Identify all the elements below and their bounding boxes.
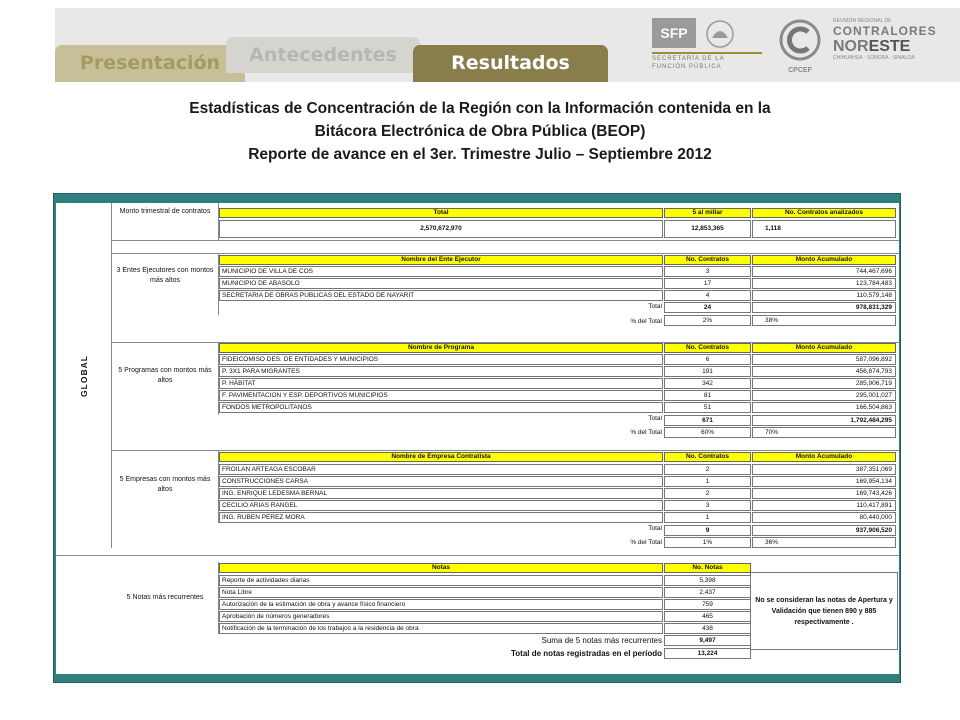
table-cell: 123,784,483: [752, 278, 896, 289]
table-cell: 191: [664, 366, 751, 377]
monto-header-total: Total: [219, 208, 663, 218]
divider: [112, 253, 899, 254]
table-cell: 3: [664, 266, 751, 277]
table-row: FROILAN ARTEAGA ESCOBAR: [219, 464, 663, 475]
programas-total-contratos: 671: [664, 415, 751, 426]
entes-pct-monto: 38%: [752, 315, 896, 326]
table-row: Reporte de actividades diarias: [219, 575, 663, 586]
monto-5-al-millar-value: 12,853,365: [664, 220, 751, 238]
contralores-logo-este: ESTE: [868, 38, 911, 55]
monto-header-contratos: No. Contratos analizados: [752, 208, 896, 218]
table-row: SECRETARIA DE OBRAS PUBLICAS DEL ESTADO DE NAYARIT: [219, 290, 663, 301]
programas-header-monto: Monto Acumulado: [752, 343, 896, 353]
entes-header-contratos: No. Contratos: [664, 255, 751, 265]
table-cell: 285,906,719: [752, 378, 896, 389]
monto-total-value: 2,570,672,970: [219, 220, 663, 238]
programas-pct-monto: 70%: [752, 427, 896, 438]
contralores-logo-line1: CONTRALORES: [833, 24, 937, 38]
programas-header-nombre: Nombre de Programa: [219, 343, 663, 353]
table-cell: 295,001,027: [752, 390, 896, 401]
entes-header-nombre: Nombre del Ente Ejecutor: [219, 255, 663, 265]
table-cell: 342: [664, 378, 751, 389]
title-line2: Bitácora Electrónica de Obra Pública (BEOP): [314, 123, 646, 140]
cpcef-emblem-icon: [772, 18, 828, 62]
page-title: [0, 97, 960, 166]
tab-resultados[interactable]: Resultados: [413, 45, 608, 82]
notas-header-count: No. Notas: [664, 563, 751, 573]
notas-suma-value: 9,497: [664, 635, 751, 646]
sfp-logo-abbr: SFP: [652, 18, 696, 48]
monto-section-label: Monto trimestral de contratos: [119, 208, 211, 215]
table-row: ING. ENRIQUE LEDESMA BERNAL: [219, 488, 663, 499]
notas-total-label: Total de notas registradas en el período: [511, 649, 662, 658]
global-label-text: GLOBAL: [78, 354, 89, 397]
notas-side-note: [750, 572, 898, 650]
table-row: MUNICIPIO DE ABASOLO: [219, 278, 663, 289]
table-row: CECILIO ARIAS RANGEL: [219, 500, 663, 511]
table-cell: 169,954,134: [752, 476, 896, 487]
table-row: F. PAVIMENTACION Y ESP. DEPORTIVOS MUNICIPIOS: [219, 390, 663, 401]
table-cell: 2: [664, 464, 751, 475]
table-row: ING. RUBEN PEREZ MORA: [219, 512, 663, 523]
table-cell: 744,467,696: [752, 266, 896, 277]
global-label: [56, 203, 112, 548]
sfp-logo-line1: SECRETARÍA DE LA: [652, 56, 725, 62]
table-cell: 169,743,426: [752, 488, 896, 499]
entes-total-contratos: 24: [664, 302, 751, 313]
table-cell: 1: [664, 512, 751, 523]
contralores-logo-nor: NOR: [833, 38, 869, 55]
table-cell: 3: [664, 500, 751, 511]
entes-total-monto: 978,831,329: [752, 302, 896, 313]
divider: [56, 555, 899, 556]
table-row: P. 3X1 PARA MIGRANTES: [219, 366, 663, 377]
programas-header-contratos: No. Contratos: [664, 343, 751, 353]
empresas-total-monto: 937,906,520: [752, 525, 896, 536]
entes-pct-label: % del Total: [630, 318, 662, 325]
notas-header-notas: Notas: [219, 563, 663, 573]
table-cell: 17: [664, 278, 751, 289]
table-cell: 5,398: [664, 575, 751, 586]
table-cell: 81: [664, 390, 751, 401]
entes-total-label: Total: [648, 303, 662, 310]
table-cell: 110,417,891: [752, 500, 896, 511]
divider: [112, 450, 899, 451]
programas-section-label: 5 Programas con montos más altos: [118, 367, 212, 384]
empresas-pct-contratos: 1%: [664, 537, 751, 548]
divider: [112, 240, 899, 241]
notas-section-label: 5 Notas más recurrentes: [126, 594, 204, 601]
table-row: Nota Libre: [219, 587, 663, 598]
empresas-pct-monto: 36%: [752, 537, 896, 548]
sfp-logo-line2: FUNCIÓN PÚBLICA: [652, 64, 722, 70]
table-row: MUNICIPIO DE VILLA DE COS: [219, 266, 663, 277]
table-cell: 759: [664, 599, 751, 610]
eagle-seal-icon: [700, 18, 740, 50]
table-cell: 2: [664, 488, 751, 499]
contralores-noreste-logo: [833, 18, 938, 78]
table-cell: 51: [664, 402, 751, 413]
table-cell: 166,504,863: [752, 402, 896, 413]
table-row: P. HÁBITAT: [219, 378, 663, 389]
programas-total-monto: 1,792,484,295: [752, 415, 896, 426]
empresas-total-label: Total: [648, 525, 662, 532]
title-line3: Reporte de avance en el 3er. Trimestre Julio – Septiembre 2012: [248, 146, 712, 163]
table-cell: 438: [664, 623, 751, 634]
table-cell: 110,579,148: [752, 290, 896, 301]
contralores-logo-top: REUNIÓN REGIONAL DE: [833, 18, 892, 24]
title-line1: Estadísticas de Concentración de la Región con la Información contenida en la: [189, 100, 771, 117]
programas-pct-label: % del Total: [630, 429, 662, 436]
table-row: CONSTRUCCIONES CARSA: [219, 476, 663, 487]
table-row: Notificación de la terminación de los trabajos a la residencia de obra: [219, 623, 663, 634]
table-cell: 1: [664, 476, 751, 487]
entes-section-label: 3 Entes Ejecutores con montos más altos: [116, 267, 214, 284]
table-cell: 6: [664, 354, 751, 365]
table-cell: 465: [664, 611, 751, 622]
table-row: FONDOS METROPOLITANOS: [219, 402, 663, 413]
programas-total-label: Total: [648, 415, 662, 422]
table-cell: 80,440,000: [752, 512, 896, 523]
monto-header-5-al-millar: 5 al millar: [664, 208, 751, 218]
notas-total-value: 13,224: [664, 648, 751, 659]
entes-pct-contratos: 2%: [664, 315, 751, 326]
empresas-total-contratos: 9: [664, 525, 751, 536]
table-cell: 2,437: [664, 587, 751, 598]
empresas-section-label: 5 Empresas con montos más altos: [119, 476, 211, 493]
empresas-header-contratos: No. Contratos: [664, 452, 751, 462]
table-row: FIDEICOMISO DES. DE ENTIDADES Y MUNICIPIOS: [219, 354, 663, 365]
table-cell: 587,096,892: [752, 354, 896, 365]
notas-suma-label: Suma de 5 notas más recurrentes: [541, 636, 662, 645]
contralores-logo-bottom: CHIHUAHUA · SONORA · SINALOA: [833, 55, 915, 61]
table-row: Aprobación de números generadores: [219, 611, 663, 622]
empresas-pct-label: % del Total: [630, 539, 662, 546]
sfp-logo: [652, 18, 762, 78]
cpcef-logo-text: CPCEF: [788, 67, 812, 74]
cpcef-logo: [772, 18, 828, 78]
tab-presentacion[interactable]: Presentación: [55, 45, 245, 82]
table-cell: 4: [664, 290, 751, 301]
empresas-header-monto: Monto Acumulado: [752, 452, 896, 462]
tab-antecedentes[interactable]: Antecedentes: [226, 37, 420, 73]
empresas-header-nombre: Nombre de Empresa Contratista: [219, 452, 663, 462]
table-cell: 387,351,069: [752, 464, 896, 475]
monto-contratos-value: 1,118: [752, 220, 896, 238]
notas-side-note-text: No se consideran las notas de Apertura y Validación que tienen 890 y 885 respectivamente .: [755, 596, 893, 626]
table-row: Autorización de la estimación de obra y avance físico financiero: [219, 599, 663, 610]
programas-pct-contratos: 60%: [664, 427, 751, 438]
entes-header-monto: Monto Acumulado: [752, 255, 896, 265]
table-cell: 456,874,793: [752, 366, 896, 377]
